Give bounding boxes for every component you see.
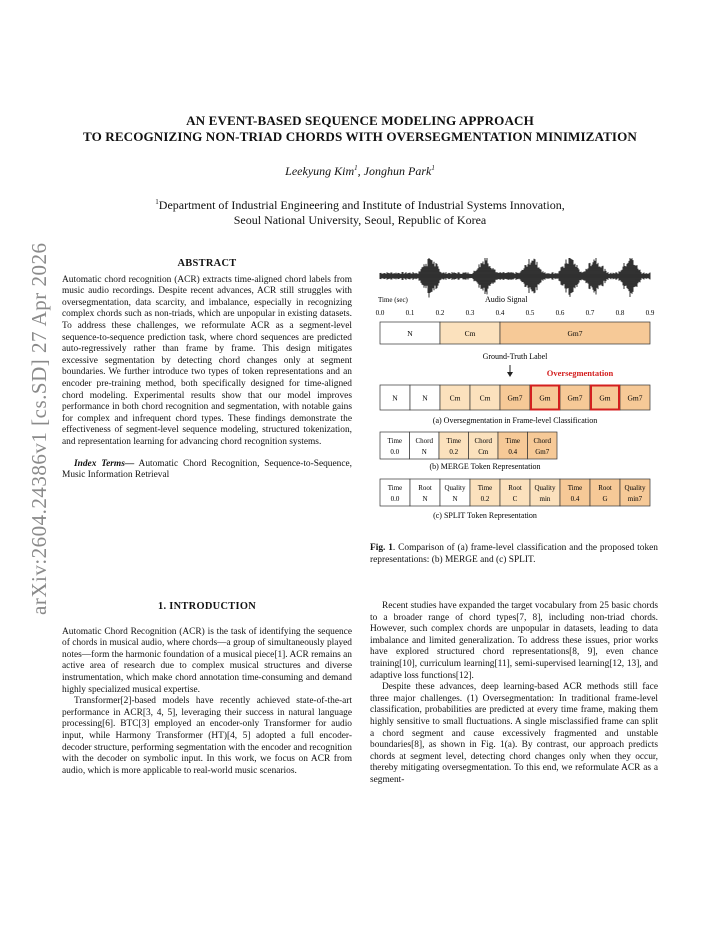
time-tick: 0.6 [555, 309, 565, 317]
token-type: Chord [474, 437, 492, 445]
figure-1 [372, 258, 662, 526]
time-tick: 0.1 [405, 309, 415, 317]
frame-cell-label: Cm [479, 393, 491, 403]
token-type: Quality [534, 484, 556, 492]
caption-a: (a) Oversegmentation in Frame-level Classification [432, 416, 598, 425]
caption-c: (c) SPLIT Token Representation [433, 511, 537, 520]
intro-heading: 1. INTRODUCTION [157, 601, 257, 612]
author-1-sup: 1 [354, 164, 358, 172]
token-value: Gm7 [535, 448, 550, 456]
intro-paragraph-4: Despite these advances, deep learning-based ACR methods still face three major challenges. (1) Oversegmentation: In traditional frame-level classification, probabilities are predicted at every time frame, making them highly sensitive to small fluctuations. A single misclassified frame can split a chord segment and cause excessively fragmented and unstable boundaries[8], as shown in Fig. 1(a). By contrast, our approach predicts chords at segment level, detecting chord changes only when they occur, thereby mitigating oversegmentation. To this end, we reformulate ACR as a segment- [370, 682, 658, 785]
token-type: Time [387, 484, 403, 492]
frame-cell-label: N [422, 393, 428, 403]
frame-cell-label: N [392, 393, 398, 403]
index-terms-text: Automatic Chord Recognition, Sequence-to-Sequence, Music Information Retrieval [62, 458, 352, 481]
author-1: Leekyung Kim [285, 164, 355, 178]
affil-line-1: Department of Industrial Engineering and Institute of Industrial Systems Innovation, [158, 198, 565, 212]
token-type: Chord [533, 437, 551, 445]
time-tick: 0.8 [615, 309, 625, 317]
token-value: 0.4 [508, 448, 518, 456]
affil-line-2: Seoul National University, Seoul, Republic of Korea [233, 213, 487, 227]
merge-token-row [380, 432, 557, 459]
token-value: 0.2 [480, 495, 490, 503]
intro-section [62, 601, 352, 777]
figure-caption-text: . Comparison of (a) frame-level classification and the proposed token representations: (b) MERGE and (c) SPLIT. [370, 543, 658, 565]
time-tick: 0.0 [375, 309, 385, 317]
token-value: min [539, 495, 551, 503]
title-line-1: AN EVENT-BASED SEQUENCE MODELING APPROACH [186, 113, 534, 128]
frame-cell-label: Gm7 [627, 393, 643, 403]
token-type: Time [505, 437, 521, 445]
paper-title [40, 113, 680, 144]
down-arrow-icon [507, 365, 513, 377]
frame-cell-label: Gm [539, 393, 551, 403]
intro-paragraph-2: Transformer[2]-based models have recently achieved state-of-the-art performance in ACR[3, 4, 5], leveraging their success in natural language processing[6]. BTC[3] employed an encoder-only Transformer for audio input, while Harmony Transformer (HT)[4, 5] adopted a full encoder-decoder structure, performing segmentation with the encoder and recognition with the decoder on symbolic input. In this work, we focus on ACR from audio, which is more applicable to real-world music scenarios. [62, 696, 352, 776]
audio-signal-label: Audio Signal [485, 295, 528, 304]
time-tick: 0.4 [495, 309, 505, 317]
abstract-text: Automatic chord recognition (ACR) extracts time-aligned chord labels from music audio recordings. Despite recent advances, ACR still struggles with oversegmentation, data scarcity, and imbalance, especially in recognizing complex chords such as non-triads, which are unpopular in existing datasets. To address these challenges, we reformulate ACR as a segment-level sequence-to-sequence prediction task, where chord sequences are predicted auto-regressively rather than frame by frame. This design mitigates excessive segmentation by detecting chord changes only at segment boundaries. We further introduce two types of token representations and an encoder pre-training method, both specifically designed for time-aligned chord modeling. Experimental results show that our model improves performance in both chord recognition and segmentation, with notable gains for complex and infrequent chord types. These findings demonstrate the effectiveness of segment-level sequence modeling, structured tokenization, and representation learning for advancing chord recognition systems. [62, 274, 352, 447]
frame-level-row [380, 385, 650, 410]
token-type: Quality [444, 484, 466, 492]
token-value: 0.0 [390, 495, 400, 503]
affiliation [40, 195, 680, 228]
caption-b: (b) MERGE Token Representation [429, 462, 541, 471]
ground-truth-segment-label: Gm7 [567, 329, 583, 338]
token-value: C [512, 495, 518, 503]
audio-waveform [380, 258, 650, 298]
figure-caption [370, 543, 658, 566]
token-value: N [421, 448, 427, 456]
waveform-path [380, 258, 650, 298]
arxiv-identifier: arXiv:2604.24386v1 [cs.SD] 27 Apr 2026 [27, 242, 51, 615]
oversegmentation-label: Oversegmentation [546, 368, 614, 378]
time-tick: 0.2 [435, 309, 445, 317]
time-tick: 0.5 [525, 309, 535, 317]
token-value: N [422, 495, 428, 503]
time-tick: 0.9 [645, 309, 655, 317]
author-2: Jonghun Park [363, 164, 432, 178]
token-type: Time [567, 484, 583, 492]
title-line-2: TO RECOGNIZING NON-TRIAD CHORDS WITH OVERSEGMENTATION MINIMIZATION [83, 128, 637, 144]
figure-caption-label: Fig. 1 [370, 543, 393, 553]
token-type: Chord [415, 437, 433, 445]
token-type: Quality [624, 484, 646, 492]
token-value: 0.0 [390, 448, 400, 456]
token-value: 0.4 [570, 495, 580, 503]
token-type: Root [418, 484, 432, 492]
affil-sup: 1 [155, 198, 159, 206]
token-type: Root [508, 484, 522, 492]
author-sep: , [357, 164, 364, 178]
token-type: Root [598, 484, 612, 492]
token-value: 0.2 [449, 448, 459, 456]
time-ticks [376, 309, 655, 317]
token-value: N [452, 495, 458, 503]
intro-paragraph-1: Automatic Chord Recognition (ACR) is the task of identifying the sequence of chords in musical audio, where chords—a group of simultaneously played notes—form the harmonic foundation of a musical piece[1]. ACR remains an active area of research due to complex musical structures and diverse instrumentation, which make chord annotation time-consuming and demand highly specialized musical expertise. [62, 626, 352, 695]
intro-paragraph-3: Recent studies have expanded the target vocabulary from 25 basic chords to a broader range of chord types[7, 8], including non-triad chords. However, such complex chords are unpopular in datasets, leading to data imbalance and limited generalization. To address these issues, prior works have explored structured chord representations[8, 9], even chance training[10], curriculum learning[11], semi-supervised learning[12, 13], and adaptive loss functions[12]. [370, 601, 658, 681]
ground-truth-label: Ground-Truth Label [482, 352, 548, 361]
frame-cell-label: Cm [449, 393, 461, 403]
time-axis-label: Time (sec) [378, 296, 408, 304]
ground-truth-segment-label: Cm [464, 329, 476, 338]
author-2-sup: 1 [431, 164, 435, 172]
token-type: Time [477, 484, 493, 492]
token-type: Time [387, 437, 403, 445]
token-value: min7 [627, 495, 643, 503]
time-tick: 0.7 [585, 309, 595, 317]
frame-cell-label: Gm [599, 393, 611, 403]
frame-cell-label: Gm7 [567, 393, 583, 403]
abstract-heading: ABSTRACT [177, 258, 237, 269]
ground-truth-segment-label: N [407, 329, 413, 338]
authors [40, 164, 680, 179]
token-value: G [602, 495, 608, 503]
index-terms [62, 459, 352, 482]
abstract-section [62, 258, 352, 482]
intro-continued [370, 601, 658, 787]
time-tick: 0.3 [465, 309, 475, 317]
split-token-row [380, 479, 650, 506]
frame-cell-label: Gm7 [507, 393, 523, 403]
token-type: Time [446, 437, 462, 445]
index-terms-label: Index Terms— [74, 458, 135, 469]
ground-truth-bar [380, 322, 650, 344]
token-value: Cm [478, 448, 489, 456]
